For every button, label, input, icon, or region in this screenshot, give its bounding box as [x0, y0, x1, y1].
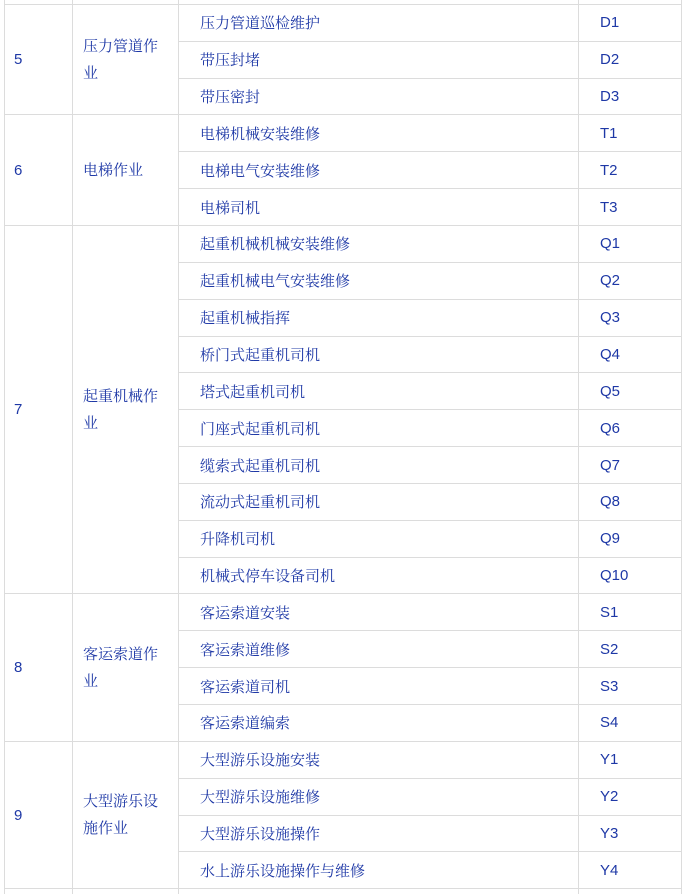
item-name-cell: 水上游乐设施操作与维修 [179, 852, 579, 889]
table-row [5, 741, 682, 778]
item-name-cell: 客运索道维修 [179, 631, 579, 668]
filler-cell [179, 889, 579, 894]
item-code-cell: S1 [579, 594, 682, 631]
category-cell: 大型游乐设施作业 [73, 741, 179, 888]
item-name-cell: 起重机械电气安装维修 [179, 262, 579, 299]
filler-cell [73, 889, 179, 894]
item-code-cell: Q10 [579, 557, 682, 594]
item-code-cell: D3 [579, 78, 682, 115]
item-code-cell: Q7 [579, 447, 682, 484]
item-code-cell: T1 [579, 115, 682, 152]
item-code-cell: Y3 [579, 815, 682, 852]
item-code-cell: Q3 [579, 299, 682, 336]
partial-row-bottom [5, 889, 682, 894]
item-name-cell: 电梯机械安装维修 [179, 115, 579, 152]
item-name-cell: 大型游乐设施安装 [179, 741, 579, 778]
item-name-cell: 缆索式起重机司机 [179, 447, 579, 484]
item-name-cell: 升降机司机 [179, 520, 579, 557]
table-row [5, 594, 682, 631]
item-name-cell: 机械式停车设备司机 [179, 557, 579, 594]
item-name-cell: 客运索道安装 [179, 594, 579, 631]
category-cell: 压力管道作业 [73, 4, 179, 115]
group-number-cell: 7 [5, 226, 73, 594]
category-cell: 客运索道作业 [73, 594, 179, 741]
item-code-cell: S2 [579, 631, 682, 668]
item-name-cell: 带压封堵 [179, 41, 579, 78]
item-code-cell: Y2 [579, 778, 682, 815]
item-code-cell: Y1 [579, 741, 682, 778]
item-name-cell: 流动式起重机司机 [179, 483, 579, 520]
table-row [5, 226, 682, 263]
item-name-cell: 带压密封 [179, 78, 579, 115]
item-code-cell: Q5 [579, 373, 682, 410]
item-code-cell: Q6 [579, 410, 682, 447]
item-name-cell: 大型游乐设施操作 [179, 815, 579, 852]
item-code-cell: D1 [579, 4, 682, 41]
item-name-cell: 电梯司机 [179, 189, 579, 226]
item-code-cell: T3 [579, 189, 682, 226]
item-name-cell: 客运索道司机 [179, 668, 579, 705]
item-name-cell: 塔式起重机司机 [179, 373, 579, 410]
group-number-cell: 5 [5, 4, 73, 115]
item-name-cell: 起重机械机械安装维修 [179, 226, 579, 263]
group-number-cell: 8 [5, 594, 73, 741]
item-code-cell: Q4 [579, 336, 682, 373]
item-code-cell: Y4 [579, 852, 682, 889]
item-code-cell: Q1 [579, 226, 682, 263]
item-code-cell: D2 [579, 41, 682, 78]
table-row [5, 115, 682, 152]
item-code-cell: Q2 [579, 262, 682, 299]
category-cell: 电梯作业 [73, 115, 179, 226]
item-name-cell: 门座式起重机司机 [179, 410, 579, 447]
item-name-cell: 起重机械指挥 [179, 299, 579, 336]
category-cell: 起重机械作业 [73, 226, 179, 594]
item-code-cell: Q9 [579, 520, 682, 557]
table-row [5, 4, 682, 41]
item-name-cell: 客运索道编索 [179, 704, 579, 741]
group-number-cell: 6 [5, 115, 73, 226]
item-name-cell: 压力管道巡检维护 [179, 4, 579, 41]
filler-cell [579, 889, 682, 894]
item-name-cell: 桥门式起重机司机 [179, 336, 579, 373]
table-body [5, 0, 682, 894]
filler-cell [5, 889, 73, 894]
item-code-cell: S3 [579, 668, 682, 705]
item-code-cell: T2 [579, 152, 682, 189]
item-name-cell: 电梯电气安装维修 [179, 152, 579, 189]
item-code-cell: Q8 [579, 483, 682, 520]
item-name-cell: 大型游乐设施维修 [179, 778, 579, 815]
item-code-cell: S4 [579, 704, 682, 741]
group-number-cell: 9 [5, 741, 73, 888]
certification-category-table [4, 0, 682, 894]
